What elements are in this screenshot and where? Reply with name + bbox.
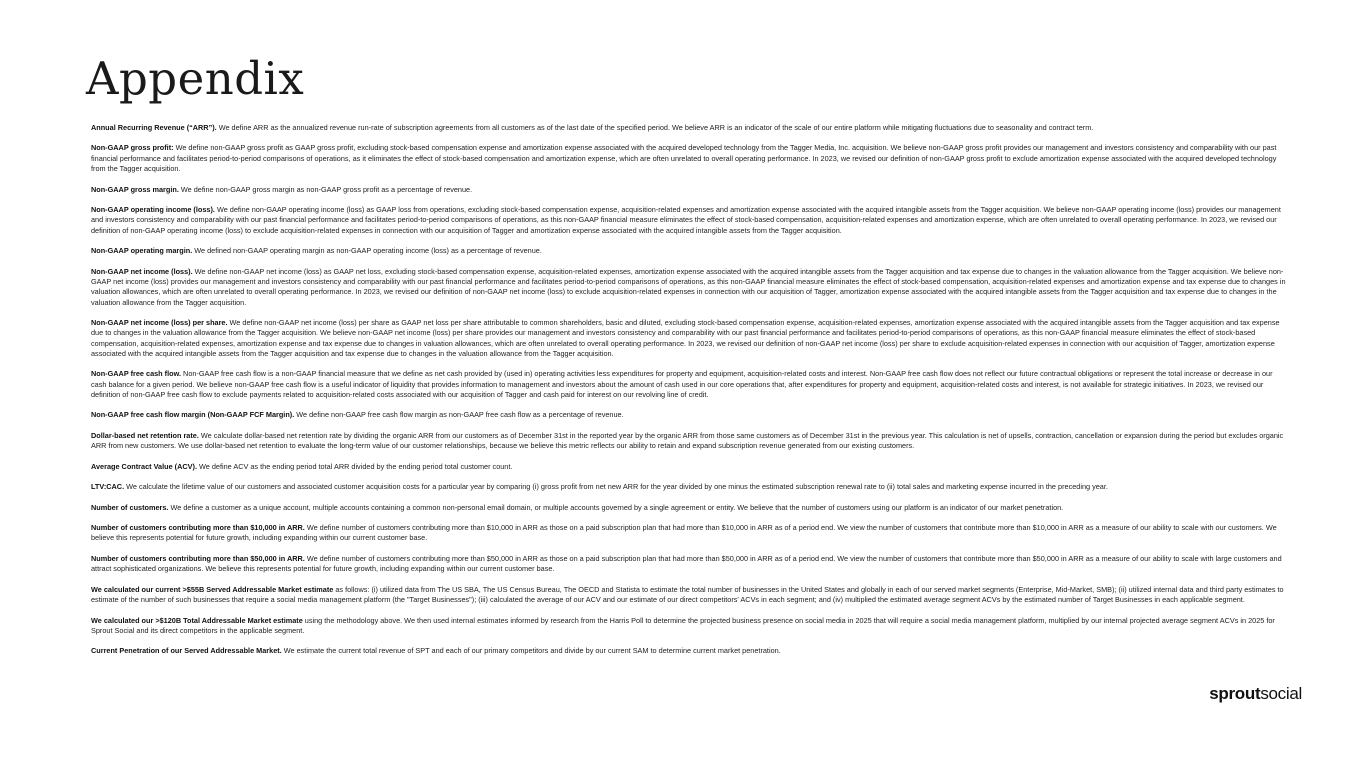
- definition-term: Non-GAAP net income (loss).: [91, 266, 193, 276]
- definition-term: Annual Recurring Revenue (“ARR”).: [91, 123, 217, 132]
- definition-non-gaap-operating-margin: [91, 246, 1289, 256]
- definition-term: Non-GAAP operating income (loss).: [91, 205, 215, 215]
- definition-current-penetration: [91, 646, 1289, 656]
- definition-non-gaap-net-income: [91, 267, 1289, 308]
- definition-term: Number of customers contributing more than $50,000 in ARR.: [91, 553, 305, 563]
- definition-text: We define number of customers contributing more than $10,000 in ARR as those on a paid subscription plan that had more than $10,000 in ARR as of a period end. We view the number of customers that contribute more than $10,000 in ARR as a measure of our ability to scale with our customers. We believe this represents potential for future growth, including expanding within our current customer base.: [91, 523, 1277, 543]
- definition-non-gaap-fcf-margin: [91, 410, 1289, 420]
- definition-text: as follows: (i) utilized data from The US SBA, The US Census Bureau, The OECD and Statista to estimate the total number of businesses in the United States and globally in each of our served market segments (Enterprise, Mid-Market, SMB); (ii) utilized internal data and third party estimates to estimate of the number of such businesses that require a social media management platform (the "Target Businesses"); (iii) calculated the average of our ACV and our estimate of our direct competitors' ACVs in each segment; and (iv) multiplied the estimated average segment ACVs by the estimated number of Target Businesses in each applicable segment.: [91, 584, 1284, 605]
- definition-served-addressable-market: [91, 585, 1289, 606]
- logo-text-sprout: sprout: [1209, 684, 1261, 703]
- definition-ltv-cac: [91, 482, 1289, 492]
- definition-non-gaap-gross-margin: [91, 185, 1289, 195]
- definition-number-of-customers: [91, 503, 1289, 513]
- definition-text: We define a customer as a unique account, multiple accounts containing a common non-personal email domain, or multiple accounts governed by a single agreement or entity. We believe that the number of customers using our platform is an indicator of our market penetration.: [170, 502, 1064, 512]
- definition-text: We calculate dollar-based net retention rate by dividing the organic ARR from our customers as of December 31st in the reported year by the organic ARR from those same customers as of December 31st in the previous year. This calculation is net of upsells, contraction, cancellation or expansion during the period but excludes organic ARR from new customers. We use dollar-based net retention to evaluate the long-term value of our customer relationships, because we believe this metric reflects our ability to retain and expand subscription revenue generated from our existing customers.: [91, 430, 1284, 451]
- definition-non-gaap-operating-income: [91, 205, 1289, 236]
- definition-non-gaap-gross-profit: [91, 143, 1289, 174]
- definition-dollar-based-net-retention: [91, 431, 1289, 452]
- definition-text: We define non-GAAP net income (loss) per share as GAAP net loss per share attributable to common shareholders, basic and diluted, excluding stock-based compensation expense, acquisition-related expenses, amortization expense associated with the acquired intangible assets from the Tagger acquisition and tax expense due to changes in the valuation allowance from the Tagger acquisition. We believe non-GAAP net income (loss) per share provides our management and investors consistency and comparability with our past financial performance and facilitates period-to-period comparisons of operations, as this non-GAAP financial measure eliminates the effect of stock-based compensation, acquisition-related expenses, amortization expense and tax expense due to changes in valuation allowances, which are often unrelated to overall operating performance. In 2023, we revised our definition of non-GAAP net income (loss) per share to exclude acquisition-related expenses in connection with our acquisition of Tagger, amortization expense associated with the acquired intangible assets from the Tagger acquisition and tax expense due to changes in the valuation allowance from the Tagger acquisition.: [91, 317, 1280, 358]
- definition-text: We define non-GAAP free cash flow margin as non-GAAP free cash flow as a percentage of revenue.: [296, 410, 624, 420]
- definition-text: We define non-GAAP gross profit as GAAP gross profit, excluding stock-based compensation expense and amortization expense associated with the acquired developed technology from the Tagger Media, Inc. acquisition. We believe non-GAAP gross profit provides our management and investors consistency and comparability with our past financial performance and facilitates period-to-period comparisons of operations, as it eliminates the effect of stock-based compensation and amortization expense, which are often unrelated to overall operating performance. In 2023, we revised our definition of non-GAAP gross profit to exclude amortization expense associated with the acquired developed technology from the Tagger acquisition.: [91, 143, 1277, 174]
- definition-term: Number of customers contributing more than $10,000 in ARR.: [91, 523, 305, 533]
- definition-text: We define non-GAAP operating income (loss) as GAAP loss from operations, excluding stock-based compensation expense, acquisition-related expenses and amortization expense associated with the acquired intangible assets from the Tagger acquisition. We believe non-GAAP operating income (loss) provides our management and investors consistency and comparability with our past financial performance and facilitates period-to-period comparisons of operations, as this non-GAAP financial measure eliminates the effect of stock-based compensation, acquisition-related expenses and amortization expense, which are often unrelated to overall operating performance. In 2023, we revised our definition of non-GAAP operating income (loss) to exclude acquisition-related expenses in connection with our acquisition of Tagger and amortization expense associated with the acquired intangible assets from the Tagger acquisition.: [91, 205, 1281, 235]
- definition-term: We calculated our current >$55B Served Addressable Market estimate: [91, 584, 334, 594]
- definition-term: Current Penetration of our Served Addressable Market.: [91, 646, 282, 656]
- definition-total-addressable-market: [91, 616, 1289, 637]
- definition-non-gaap-net-income-per-share: [91, 318, 1289, 359]
- definition-term: Non-GAAP free cash flow margin (Non-GAAP FCF Margin).: [91, 410, 295, 420]
- definition-arr: [91, 123, 1289, 133]
- definition-text: We define non-GAAP gross margin as non-GAAP gross profit as a percentage of revenue.: [180, 184, 473, 194]
- definition-text: We define ARR as the annualized revenue run-rate of subscription agreements from all customers as of the last date of the specified period. We believe ARR is an indicator of the scale of our entire platform while mitigating fluctuations due to seasonality and contract term.: [218, 123, 1094, 132]
- definition-term: We calculated our >$120B Total Addressable Market estimate: [91, 615, 303, 625]
- definition-term: LTV:CAC.: [91, 482, 125, 492]
- definition-term: Non-GAAP gross margin.: [91, 184, 179, 194]
- definition-term: Non-GAAP free cash flow.: [91, 369, 182, 379]
- page-title: Appendix: [86, 52, 305, 105]
- definition-customers-10k-arr: [91, 523, 1289, 544]
- logo-text-social: social: [1260, 684, 1302, 703]
- definition-text: We define number of customers contributing more than $50,000 in ARR as those on a paid subscription plan that had more than $50,000 in ARR as of a period end. We view the number of customers that contribute more than $50,000 in ARR as a measure of our ability to scale with large customers and attract sophisticated organizations. We believe this represents potential for future growth, including expanding within our current customer base.: [91, 553, 1282, 574]
- definition-term: Non-GAAP operating margin.: [91, 246, 193, 256]
- definition-text: We defined non-GAAP operating margin as non-GAAP operating income (loss) as a percentage of revenue.: [194, 246, 542, 256]
- definition-text: using the methodology above. We then used internal estimates informed by research from the Harris Poll to determine the projected business presence on social media in 2025 that will require a social media management platform, multiplied by our internal projected average segment ACVs in 2025 for Sprout Social and its direct competitors in the applicable segment.: [91, 615, 1275, 635]
- definition-term: Non-GAAP gross profit:: [91, 143, 174, 153]
- definition-term: Dollar-based net retention rate.: [91, 430, 199, 440]
- sprout-social-logo: [1209, 684, 1302, 704]
- definitions-list: [91, 123, 1289, 667]
- definition-text: We calculate the lifetime value of our customers and associated customer acquisition costs for a particular year by comparing (i) gross profit from net new ARR for the year divided by one minus the estimated subscription renewal rate to (ii) total sales and marketing expense incurred in the preceding year.: [126, 482, 1108, 492]
- definition-customers-50k-arr: [91, 554, 1289, 575]
- definition-text: Non-GAAP free cash flow is a non-GAAP financial measure that we define as net cash provided by (used in) operating activities less expenditures for property and equipment, acquisition-related costs and interest. Non-GAAP free cash flow does not reflect our future contractual obligations or represent the total increase or decrease in our cash balance for a given period. We believe non-GAAP free cash flow is a useful indicator of liquidity that provides information to management and investors about the amount of cash used in our core operations that, after expenditures for property and equipment, acquisition-related costs and interest, is not available for strategic initiatives. In 2023, we revised our definition of non-GAAP free cash flow to exclude payments related to acquisition-related costs associated with our acquisition of Tagger and cash paid for interest on our revolving line of credit.: [91, 369, 1273, 399]
- definition-term: Average Contract Value (ACV).: [91, 461, 197, 471]
- definition-term: Non-GAAP net income (loss) per share.: [91, 317, 228, 327]
- definition-text: We define non-GAAP net income (loss) as GAAP net loss, excluding stock-based compensation expense, acquisition-related expenses, amortization expense associated with the acquired intangible assets from the Tagger acquisition and tax expense due to changes in the valuation allowance from the Tagger acquisition. We believe non-GAAP net income (loss) provides our management and investors consistency and comparability with our past financial performance and facilitates period-to-period comparisons of operations, as this non-GAAP financial measure eliminates the effect of stock-based compensation, acquisition-related expenses and amortization expense and tax expense due to changes in valuation allowances, which are often unrelated to overall operating performance. In 2023, we revised our definition of non-GAAP net income (loss) to exclude acquisition-related expenses in connection with our acquisition of Tagger, amortization expense associated with the acquired intangible assets from the Tagger acquisition and tax expense due to changes in the valuation allowance from the Tagger acquisition.: [91, 266, 1286, 307]
- definition-non-gaap-free-cash-flow: [91, 369, 1289, 400]
- definition-acv: [91, 462, 1289, 472]
- definition-text: We define ACV as the ending period total ARR divided by the ending period total customer count.: [199, 461, 513, 471]
- definition-text: We estimate the current total revenue of SPT and each of our primary competitors and divide by our current SAM to determine current market penetration.: [283, 646, 781, 656]
- definition-term: Number of customers.: [91, 502, 169, 512]
